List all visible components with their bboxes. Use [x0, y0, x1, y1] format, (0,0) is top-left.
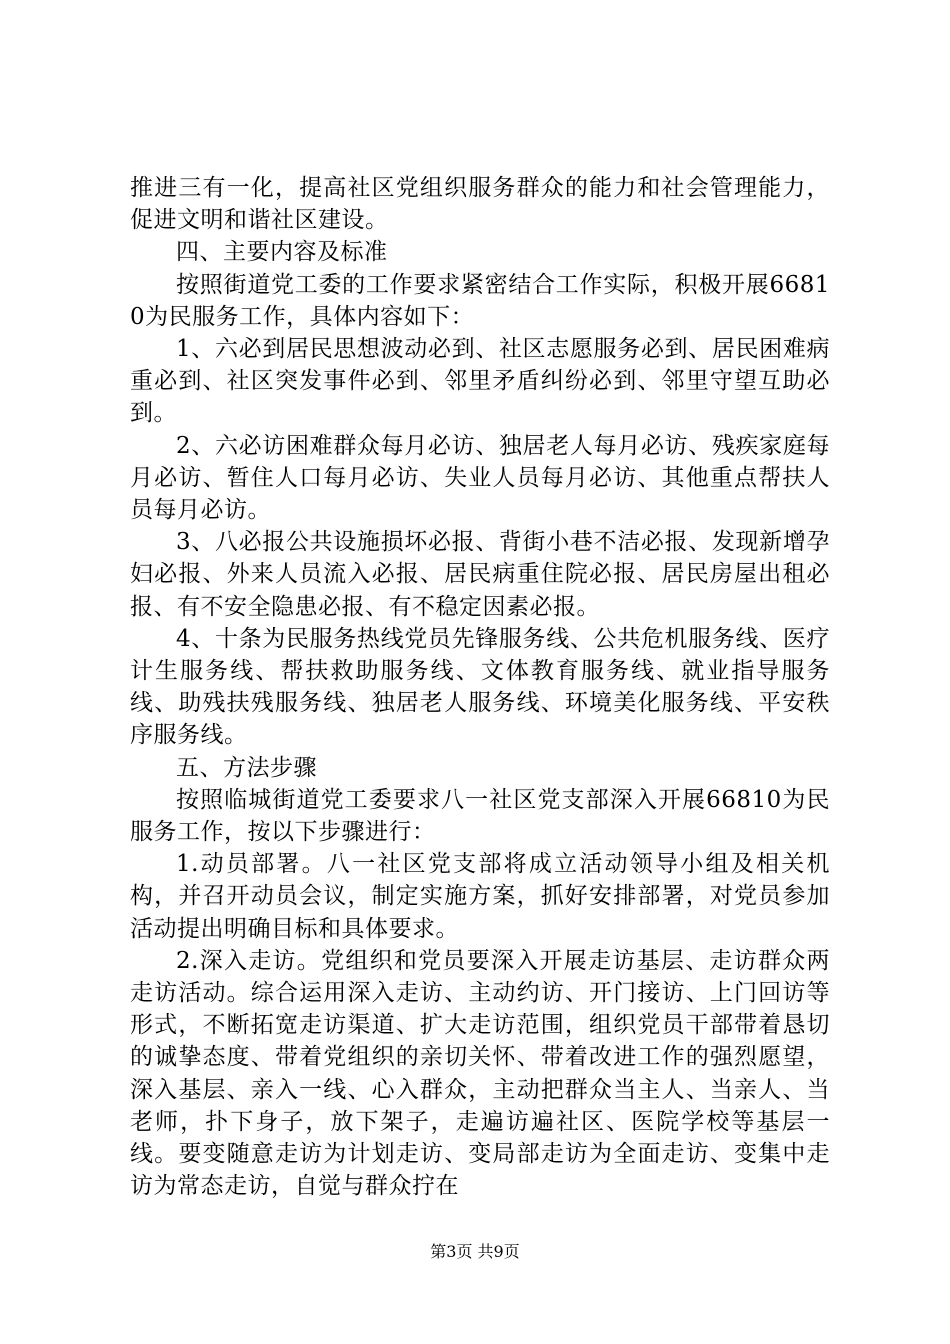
paragraph-intro-steps: 按照临城街道党工委要求八一社区党支部深入开展66810为民服务工作，按以下步骤进行： — [130, 786, 830, 846]
paragraph-continuation: 推进三有一化，提高社区党组织服务群众的能力和社会管理能力，促进文明和谐社区建设。 — [130, 175, 830, 234]
paragraph-item-ten-hotlines: 4、十条为民服务热线党员先锋服务线、公共危机服务线、医疗计生服务线、帮扶救助服务线、文体教育服务线、就业指导服务线、助残扶残服务线、独居老人服务线、环境美化服务线、平安秩序服务线。 — [130, 625, 830, 749]
paragraph-item-eight-must-report: 3、八必报公共设施损坏必报、背街小巷不洁必报、发现新增孕妇必报、外来人员流入必报、居民病重住院必报、居民房屋出租必报、有不安全隐患必报、有不稳定因素必报。 — [130, 529, 830, 620]
paragraph-step-visit: 2.深入走访。党组织和党员要深入开展走访基层、走访群众两走访活动。综合运用深入走访、主动约访、开门接访、上门回访等形式，不断拓宽走访渠道、扩大走访范围，组织党员干部带着恳切的诚挚态度、带着党组织的亲切关怀、带着改进工作的强烈愿望，深入基层、亲入一线、心入群众，主动把群众当主人、当亲人、当老师，扑下身子，放下架子，走遍访遍社区、医院学校等基层一线。要变随意走访为计划走访、变局部走访为全面走访、变集中走访为常态走访，自觉与群众拧在 — [130, 947, 830, 1200]
paragraph-item-six-must-visit: 2、六必访困难群众每月必访、独居老人每月必访、残疾家庭每月必访、暂住人口每月必访、失业人员每月必访、其他重点帮扶人员每月必访。 — [130, 432, 830, 524]
paragraph-intro-content: 按照街道党工委的工作要求紧密结合工作实际，积极开展66810为民服务工作，具体内容如下： — [130, 271, 830, 330]
document-body — [130, 172, 830, 1203]
page-number-footer: 第3页 共9页 — [430, 1242, 520, 1261]
paragraph-step-mobilize: 1.动员部署。八一社区党支部将成立活动领导小组及相关机构，并召开动员会议，制定实施方案，抓好安排部署，对党员参加活动提出明确目标和具体要求。 — [130, 851, 830, 942]
paragraph-item-six-must-arrive: 1、六必到居民思想波动必到、社区志愿服务必到、居民困难病重必到、社区突发事件必到、邻里矛盾纠纷必到、邻里守望互助必到。 — [130, 336, 830, 427]
section-heading-main-content: 四、主要内容及标准 — [176, 239, 388, 266]
section-heading-methods: 五、方法步骤 — [176, 754, 317, 781]
